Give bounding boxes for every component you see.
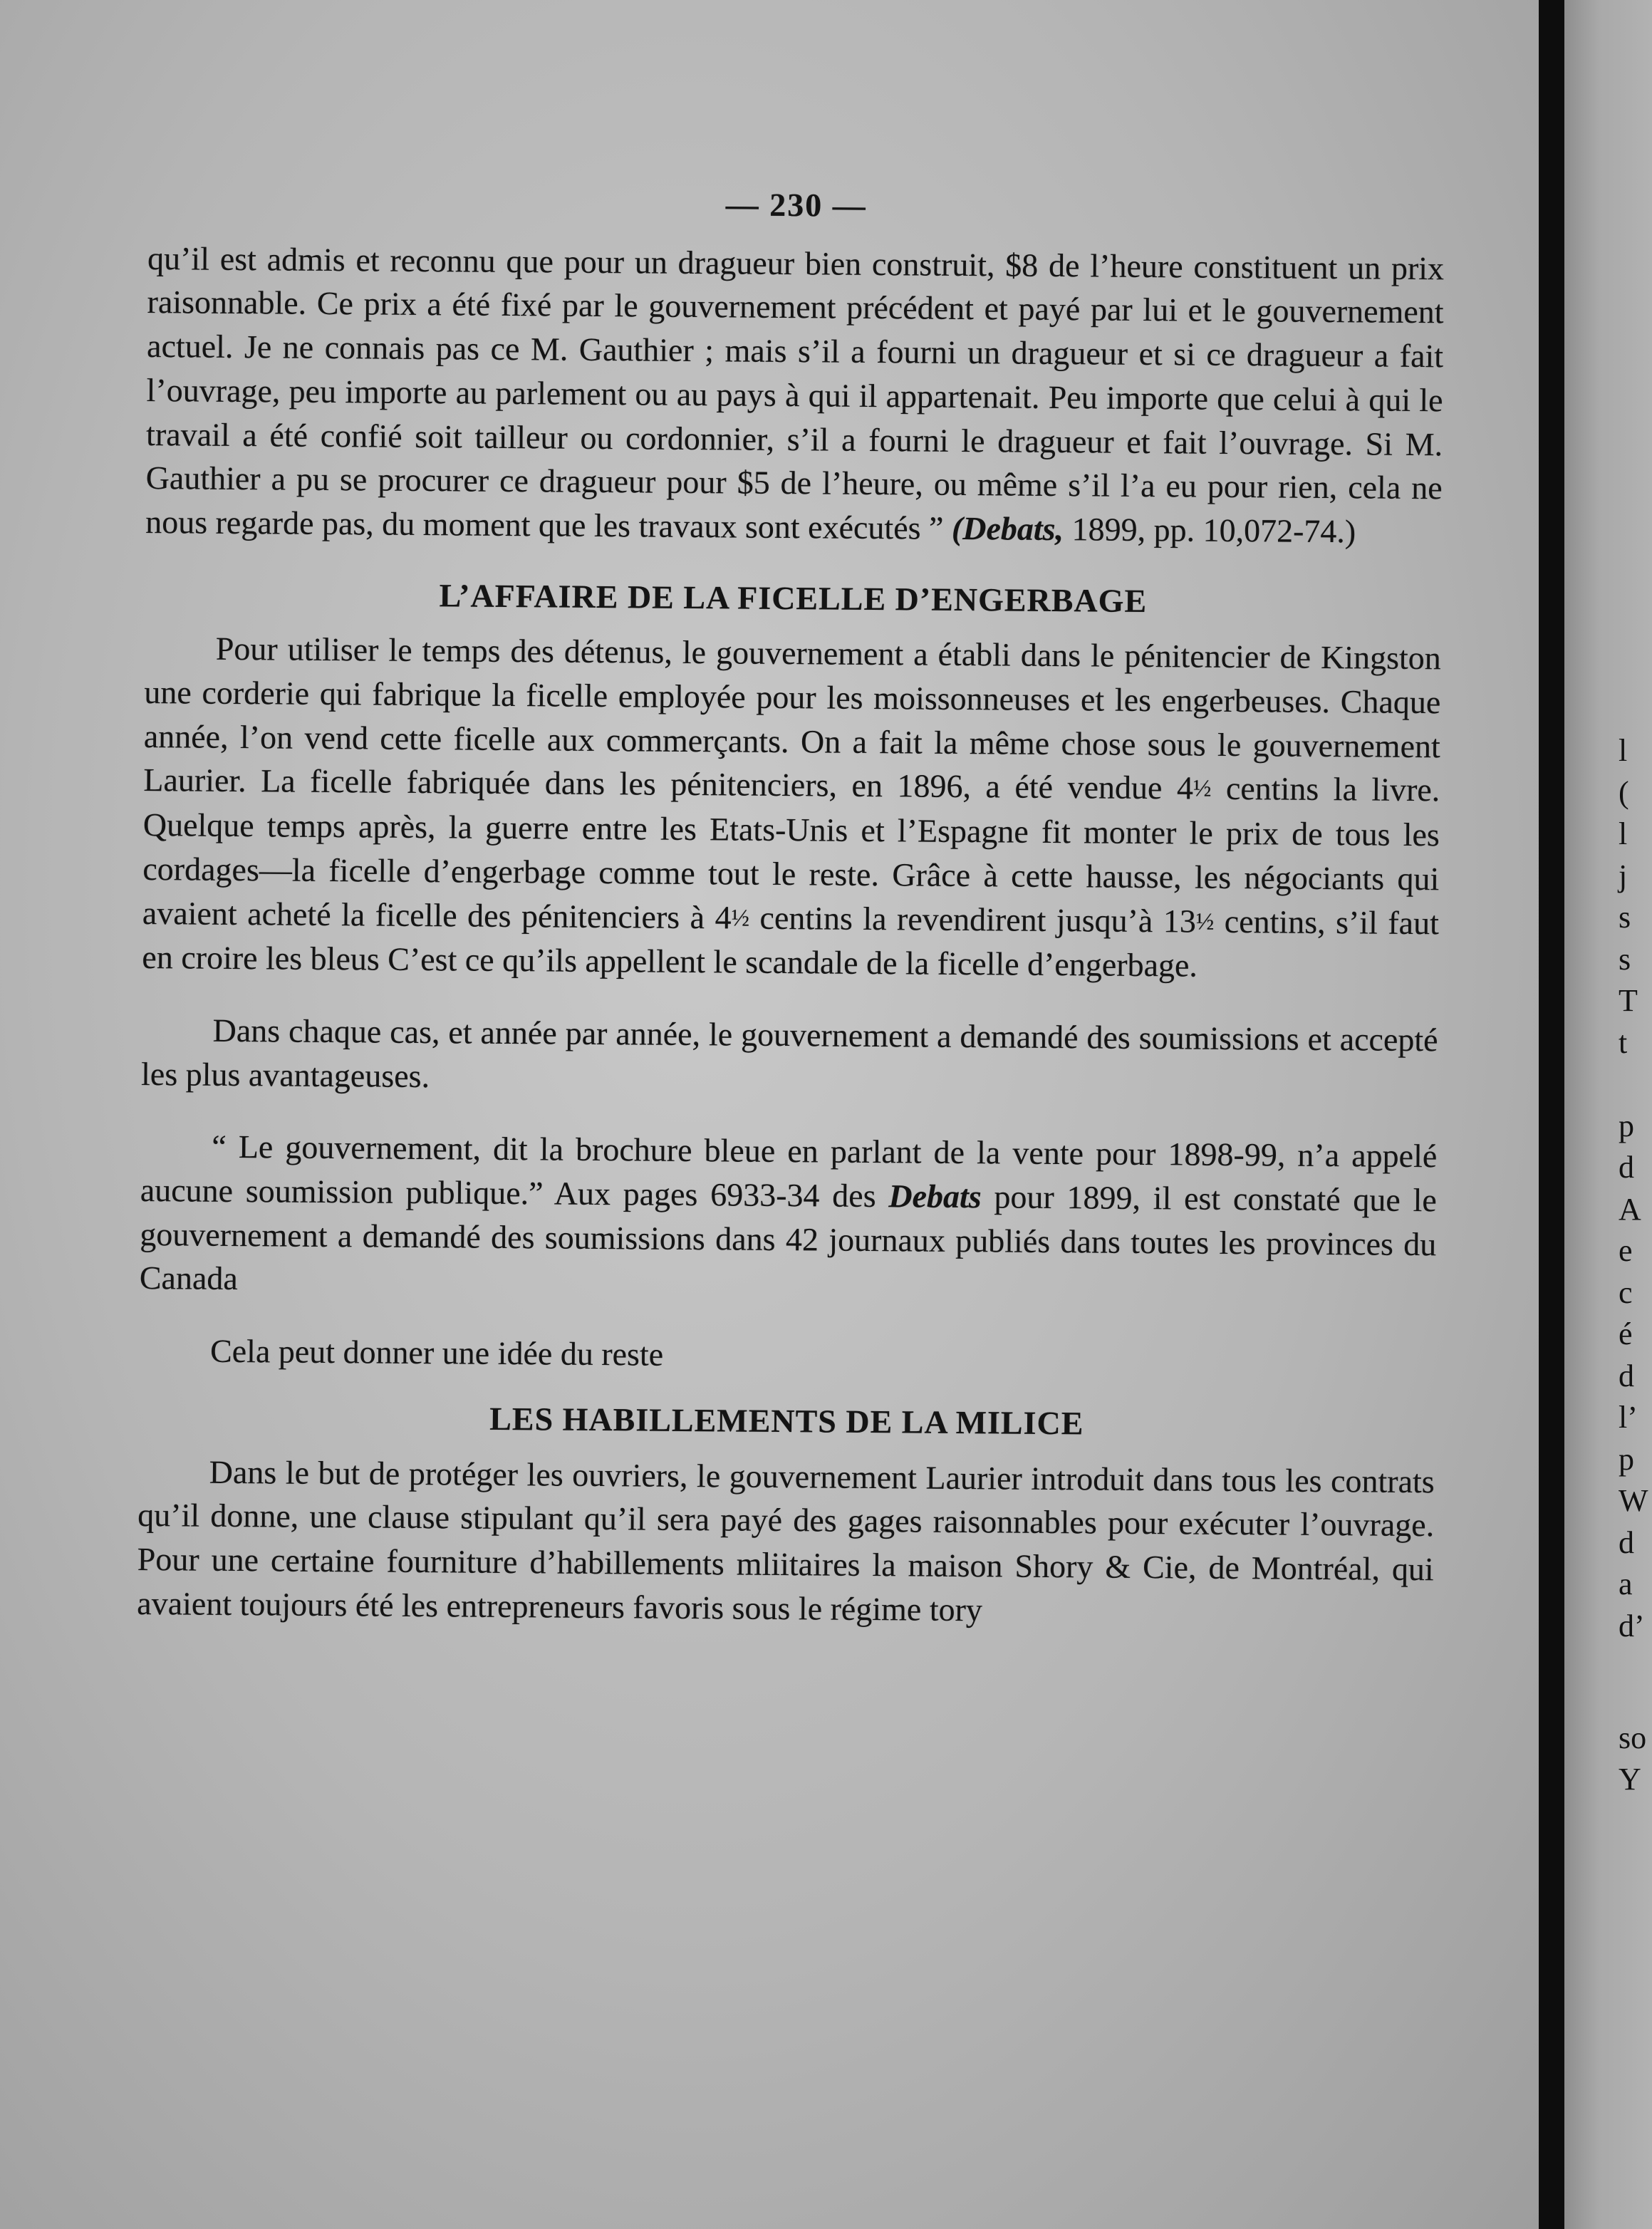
book-gutter (1539, 0, 1564, 2229)
paragraph-text: Pour utiliser le temps des détenus, le gouvernement a établi dans le pénitencier de Kingston une corderie qui fabrique la ficelle employée pour les moissonneuses et les engerbeuses. Chaque année, l’on vend cette ficelle aux commerçants. On a fait la même chose sous le gouvernement Laurier. La ficelle fabriquée dans les pénitenciers, en 1896, a été vendue 4 (143, 630, 1441, 806)
adjacent-page-fragment: W (1619, 1483, 1648, 1518)
adjacent-page-fragment: e (1619, 1233, 1633, 1268)
page-number: — 230 — (725, 186, 867, 224)
adjacent-page-fragment: l (1619, 816, 1628, 851)
adjacent-page-fragment: so (1619, 1720, 1647, 1755)
paragraph-idee-du-reste: Cela peut donner une idée du reste (209, 1332, 664, 1373)
adjacent-page-fragment: T (1619, 983, 1638, 1018)
paragraph-soumissions: Dans chaque cas, et année par année, le gouvernement a demandé des soumissions et accepté les plus avantageuses. (140, 1012, 1438, 1094)
adjacent-page-fragment: é (1619, 1316, 1633, 1351)
paragraph-text: “ Le gouvernement, dit la brochure bleue en parlant de la vente pour 1898-99, n’a appelé aucune soumission publique.” Aux pages 6933-34 des (140, 1128, 1438, 1215)
paragraph-brochure-bleue (140, 1124, 1438, 1310)
citation-debats: (Debats, (951, 509, 1064, 548)
adjacent-page-fragment: a (1619, 1566, 1633, 1601)
adjacent-page-fragment: d (1619, 1358, 1634, 1393)
paragraph-quote-continuation (145, 237, 1444, 554)
adjacent-page-fragment: j (1619, 858, 1628, 893)
section-heading-ficelle: L’AFFAIRE DE LA FICELLE D’ENGERBAGE (439, 576, 1148, 619)
adjacent-page-fragment: p (1619, 1441, 1634, 1477)
adjacent-page-fragment: l (1619, 733, 1628, 768)
paragraph-text: centins la livre. Quelque temps après, la guerre entre les Etats-Unis et l’Espagne fit monter le prix de tous les cordages—la ficelle d’engerbage comme tout le reste. Grâce à cette hausse, les négociants qui avaient acheté la ficelle des pénitenciers à 4 (142, 770, 1440, 936)
adjacent-page-fragment: d (1619, 1150, 1634, 1185)
adjacent-page-fragment: p (1619, 1108, 1634, 1143)
adjacent-page-fragment: A (1619, 1191, 1641, 1227)
adjacent-page-fragment: c (1619, 1274, 1633, 1310)
adjacent-page-fragment: d’ (1619, 1608, 1645, 1643)
adjacent-page-fragment: l’ (1619, 1400, 1638, 1435)
paragraph-ficelle (142, 626, 1441, 989)
citation-reference: 1899, pp. 10,072-74.) (1071, 511, 1356, 550)
adjacent-page-fragment: d (1619, 1524, 1634, 1560)
section-heading-milice: LES HABILLEMENTS DE LA MILICE (489, 1400, 1084, 1442)
paragraph-text: centins, s’il faut en croire les bleus C’est ce qu’ils appellent le scandale de la ficelle d’engerbage. (142, 903, 1440, 984)
adjacent-page-edge (1564, 0, 1652, 2229)
citation-debats: Debats (888, 1178, 982, 1215)
fraction-half: ½ (731, 905, 750, 932)
paragraph-text: qu’il est admis et reconnu que pour un dragueur bien construit, $8 de l’heure constituent un prix raisonnable. Ce prix a été fixé par le gouvernement précédent et payé par lui et le gouvernement actuel. Je ne connais pas ce M. Gauthier ; mais s’il a fourni un dragueur et si ce dragueur a fait l’ouvrage, peu importe au parlement ou au pays à qui il appartenait. Peu importe que celui à qui le travail a été confié soit tailleur ou cordonnier, s’il a fourni le dragueur et fait l’ouvrage. Si M. Gauthier a pu se procurer ce dragueur pour $5 de l’heure, ou même s’il l’a eu pour rien, cela ne nous regarde pas, du moment que les travaux sont exécutés ” (145, 239, 1445, 546)
adjacent-page-fragment: Y (1619, 1762, 1641, 1797)
fraction-half: ½ (1195, 908, 1215, 935)
adjacent-page-fragment: t (1619, 1024, 1628, 1060)
paragraph-text: pour 1899, il est constaté que le gouvernement a demandé des soumissions dans 42 journaux publiés dans toutes les provinces du Canada (139, 1178, 1437, 1297)
adjacent-page-fragment: ( (1619, 774, 1629, 810)
page-text (137, 178, 1445, 1636)
fraction-half: ½ (1193, 775, 1212, 803)
paragraph-text: centins la revendirent jusqu’à 13 (749, 899, 1197, 940)
adjacent-page-fragment: s (1619, 941, 1631, 977)
adjacent-page-fragment: s (1619, 900, 1631, 935)
paragraph-milice: Dans le but de protéger les ouvriers, le gouvernement Laurier introduit dans tous les contrats qu’il donne, une clause stipulant qu’il sera payé des gages raisonnables pour exécuter l’ouvrage. Pour une certaine fourniture d’habillements mliitaires la maison Shory & Cie, de Montréal, qui avaient toujours été les entrepreneurs favoris sous le régime tory (137, 1453, 1435, 1628)
